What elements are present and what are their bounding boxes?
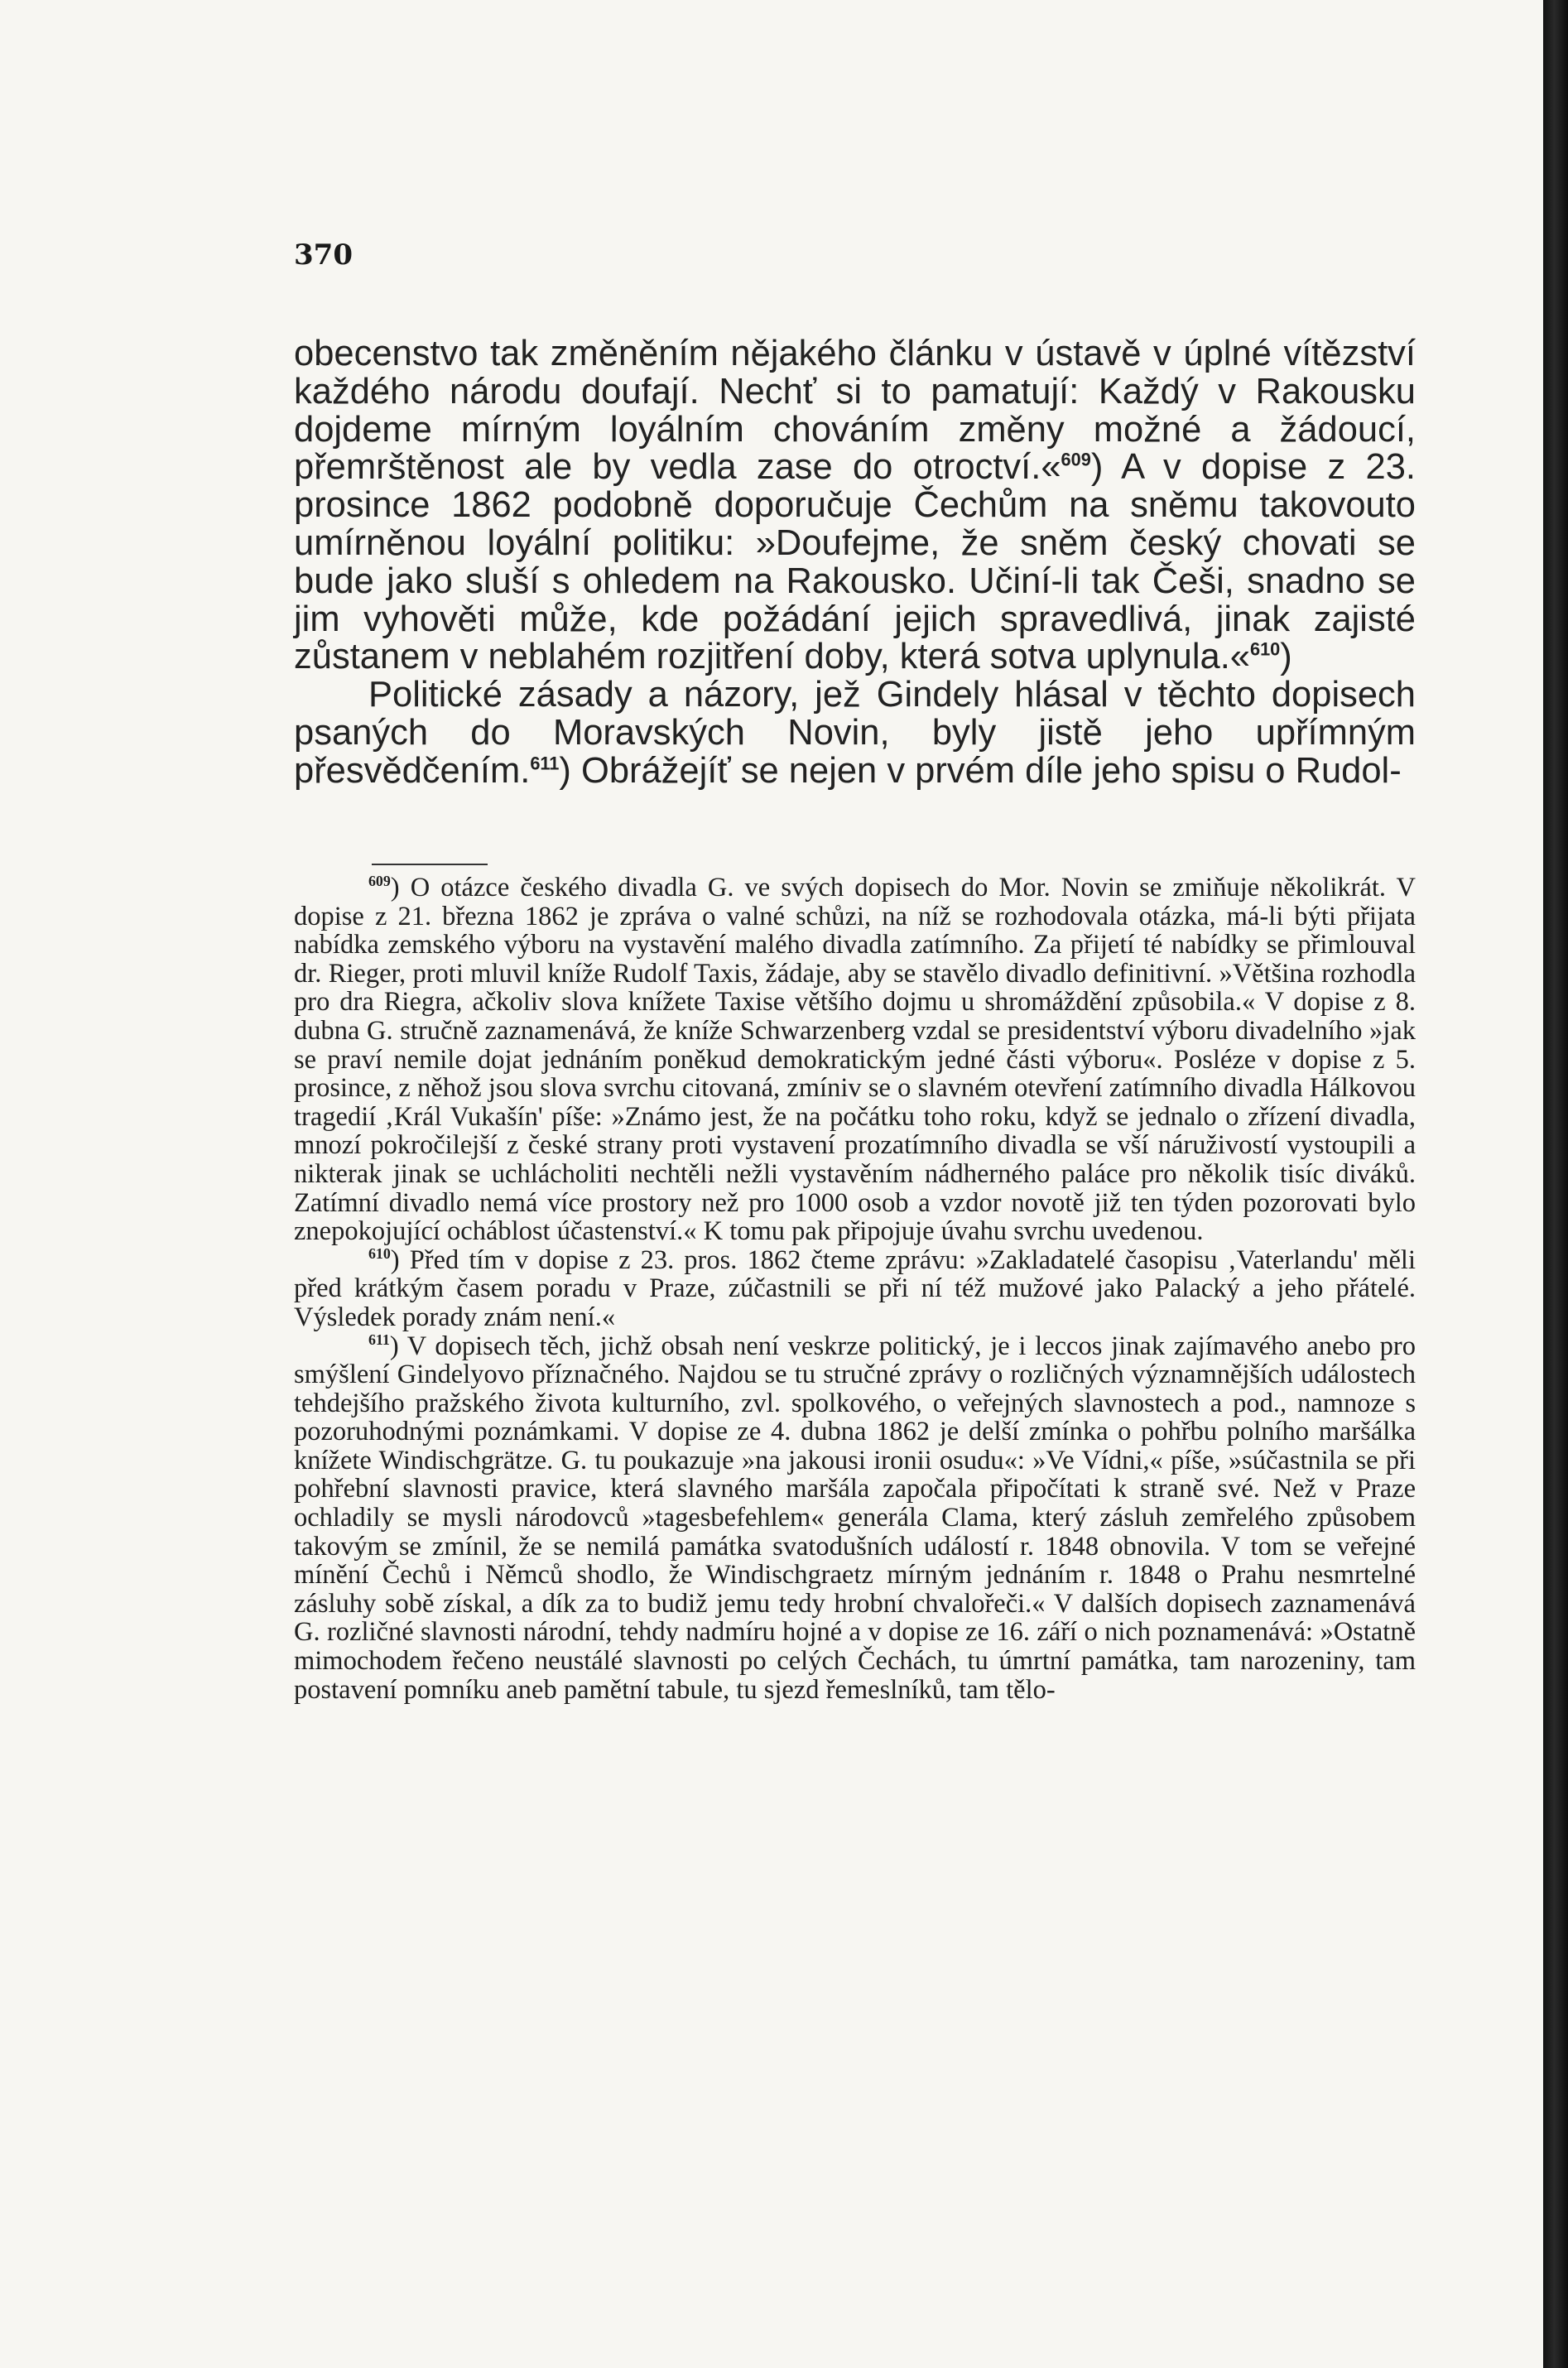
footnotes xyxy=(294,874,1416,1704)
main-text xyxy=(294,335,1416,791)
page-number: 370 xyxy=(294,238,353,272)
paragraph-2 xyxy=(294,676,1416,790)
footnote-ref-610: 610 xyxy=(1249,638,1281,660)
footnote-ref-611: 611 xyxy=(530,753,560,774)
footnote-611-text: ) V dopisech těch, jichž obsah není veskrze politický, je i leccos jinak zajímavého anebo pro smýšlení Gindelyovo příznačného. Najdou se tu stručné zprávy o rozličných významnějších událostech tehdejšího pražského života kulturního, zvl. spolkového, o veřejných slavnostech a pod., namnoze s pozoruhodnými poznámkami. V dopise ze 4. dubna 1862 je delší zmínka o pohřbu polního maršálka knížete Windischgrätze. G. tu poukazuje »na jakousi ironii osudu«: »Ve Vídni,« píše, »súčastnila se při pohřební slavnosti pravice, která slavného maršála započala připočítati k straně své. Než v Praze ochladily se mysli národovců »tagesbefehlem« generála Clama, který zásluh zemřelého způsobem takovým se zmínil, že se nemilá památka svatodušních událostí r. 1848 obnovila. V tom se veřejné mínění Čechů i Němců shodlo, že Windischgraetz mírným jednáním r. 1848 o Prahu nesmrtelné zásluhy sobě získal, a dík za to budiž jemu tedy hrobní chvalořeči.« V dalších dopisech zaznamenává G. rozličné slavnosti národní, tehdy nadmíru hojné a v dopise ze 16. září o nich poznamenává: »Ostatně mimochodem řečeno neustálé slavnosti po celých Čechách, tu úmrtní památka, tam narozeniny, tam postavení pomníku aneb pamětní tabule, tu sjezd řemeslníků, tam tělo- xyxy=(294,1331,1416,1705)
paragraph-1-text-b: ) A v dopise z 23. prosince 1862 podobně doporučuje Čechům na sněmu takovouto umírněnou loyální politiku: »Doufejme, že sněm český chovati se bude jako sluší s ohledem na Rakousko. Učiní-li tak Češi, snadno se jim vyhověti může, kde požádání jejich spravedlivá, jinak zajisté zůstanem v neblahém rozjitření doby, která sotva uplynula.« xyxy=(294,447,1416,677)
paragraph-2-text-b: ) Obrážejíť se nejen v prvém díle jeho spisu o Rudol- xyxy=(559,750,1402,791)
footnote-ref-609: 609 xyxy=(1061,449,1091,470)
paragraph-1-text-a: obecenstvo tak změněním nějakého článku v ústavě v úplné vítězství každého národu doufají. Nechť si to pamatují: Každý v Rakousku dojdeme mírným loyálním chováním změny možné a žádoucí, přemrštěnost ale by vedla zase do otroctví.« xyxy=(294,334,1416,488)
footnote-610 xyxy=(294,1246,1416,1332)
footnote-609-mark: 609 xyxy=(368,873,391,890)
scan-edge xyxy=(1543,0,1568,2368)
paragraph-2-text-a: Politické zásady a názory, jež Gindely hlásal v těchto dopisech psaných do Moravských Novin, byly jistě jeho upřímným přesvědčením. xyxy=(294,675,1416,791)
footnote-609-text: ) O otázce českého divadla G. ve svých dopisech do Mor. Novin se zmiňuje několikrát. V dopise z 21. března 1862 je zpráva o valné schůzi, na níž se rozhodovala otázka, má-li býti přijata nabídka zemského výboru na vystavění malého divadla zatímního. Za přijetí té nabídky se přimlouval dr. Rieger, proti mluvil kníže Rudolf Taxis, žádaje, aby se stavělo divadlo definitivní. »Většina rozhodla pro dra Riegra, ačkoliv slova knížete Taxise většího dojmu u shromáždění způsobila.« V dopise z 8. dubna G. stručně zaznamenává, že kníže Schwarzenberg vzdal se presidentství výboru divadelního »jak se praví nemile dojat jednáním poněkud demokratickým jedné části výboru«. Posléze v dopise z 5. prosince, z něhož jsou slova svrchu citovaná, zmíniv se o slavném otevření zatímního divadla Hálkovou tragedií ‚Král Vukašín' píše: »Známo jest, že na počátku toho roku, když se jednalo o zřízení divadla, mnozí pokročilejší z české strany proti vystavení prozatímního divadla se vší náruživostí vystoupili a nikterak jinak se uchlácholiti nechtěli nežli vystavěním nádherného paláce pro několik tisíc diváků. Zatímní divadlo nemá více prostory než pro 1000 osob a vzdor novotě již ten týden pozorovati bylo znepokojující ocháblost účastenství.« K tomu pak připojuje úvahu svrchu uvedenou. xyxy=(294,873,1416,1247)
paragraph-1-text-c: ) xyxy=(1280,637,1292,677)
footnote-609 xyxy=(294,874,1416,1246)
footnote-610-mark: 610 xyxy=(368,1244,391,1262)
footnote-divider xyxy=(372,864,488,865)
footnote-611 xyxy=(294,1332,1416,1705)
footnote-611-mark: 611 xyxy=(368,1331,390,1348)
footnote-610-text: ) Před tím v dopise z 23. pros. 1862 čteme zprávu: »Zakladatelé časopisu ‚Vaterlandu' měli před krátkým časem poradu v Praze, zúčastnili se při ní též mužové jako Palacký a jeho přátelé. Výsledek porady znám není.« xyxy=(294,1244,1416,1332)
paragraph-1 xyxy=(294,335,1416,676)
